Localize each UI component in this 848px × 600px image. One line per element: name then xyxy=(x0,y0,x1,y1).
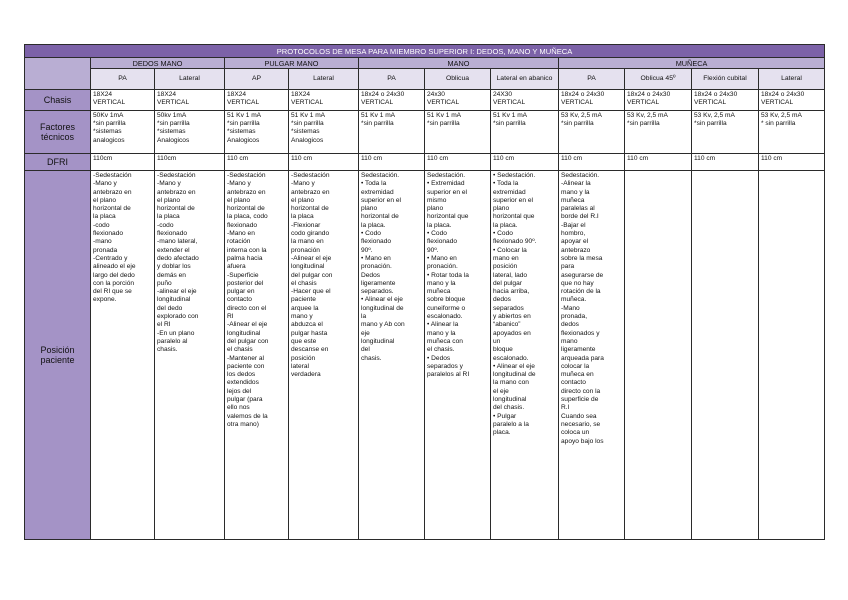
row-label-factores: Factores técnicos xyxy=(25,111,91,154)
dfri-cell: 110 cm xyxy=(759,154,825,171)
column-header: Lateral en abanico xyxy=(491,69,559,90)
posicion-cell: -Sedestación -Mano y antebrazo en el plano horizontal de la placa -codo flexionado -mano lateral, extender el dedo afectado y doblar los demás en puño -alinear el eje longitudinal del dedo explorado con el RI -En un plano paralelo al chasis. xyxy=(155,171,225,540)
factores-cell: 51 Kv 1 mA *sin parrilla xyxy=(491,111,559,154)
protocol-table xyxy=(24,44,825,540)
column-header: Lateral xyxy=(289,69,359,90)
corner-cell xyxy=(25,58,91,90)
posicion-cell: -Sedestación -Mano y antebrazo en el plano horizontal de la placa -Flexionar codo girando la mano en pronación -Alinear el eje longitudinal del pulgar con el chasis -Hacer que el paciente arquee la mano y abduzca el pulgar hasta que este descanse en posición lateral verdadera xyxy=(289,171,359,540)
chasis-cell: 18X24 VERTICAL xyxy=(155,90,225,111)
factores-cell: 51 Kv 1 mA *sin parrilla *sistemas Analogicos xyxy=(289,111,359,154)
group-header-pulgar: PULGAR MANO xyxy=(225,58,359,69)
posicion-cell xyxy=(759,171,825,540)
factores-cell: 51 Kv 1 mA *sin parrilla xyxy=(425,111,491,154)
column-header: PA xyxy=(359,69,425,90)
posicion-cell xyxy=(692,171,759,540)
group-header-muneca: MUÑECA xyxy=(559,58,825,69)
chasis-cell: 24X30 VERTICAL xyxy=(491,90,559,111)
factores-cell: 50kv 1mA *sin parrilla *sistemas Analogicos xyxy=(155,111,225,154)
row-label-dfri: DFRI xyxy=(25,154,91,171)
chasis-cell: 24x30 VERTICAL xyxy=(425,90,491,111)
dfri-cell: 110 cm xyxy=(491,154,559,171)
factores-cell: 53 Kv, 2,5 mA *sin parrilla xyxy=(692,111,759,154)
dfri-cell: 110 cm xyxy=(559,154,625,171)
posicion-cell: -Sedestación -Mano y antebrazo en el plano horizontal de la placa, codo flexionado -Mano en rotación interna con la palma hacia afuera -Superficie posterior del pulgar en contacto directo con el RI -Alinear el eje longitudinal del pulgar con el chasis -Mantener al paciente con los dedos extendidos lejos del pulgar (para ello nos valemos de la otra mano) xyxy=(225,171,289,540)
chasis-cell: 18x24 o 24x30 VERTICAL xyxy=(759,90,825,111)
column-header: Oblicua xyxy=(425,69,491,90)
table-title: PROTOCOLOS DE MESA PARA MIEMBRO SUPERIOR I: DEDOS, MANO Y MUÑECA xyxy=(25,45,825,58)
posicion-cell: Sedestación. -Alinear la mano y la muñeca paralelas al borde del R.I -Bajar el hombro, apoyar el antebrazo sobre la mesa para asegurarse de que no hay rotación de la muñeca. -Mano pronada, dedos flexionados y mano ligeramente arqueada para colocar la muñeca en contacto directo con la superficie de R.I Cuando sea necesario, se coloca un apoyo bajo los xyxy=(559,171,625,540)
group-header-mano: MANO xyxy=(359,58,559,69)
chasis-cell: 18x24 o 24x30 VERTICAL xyxy=(559,90,625,111)
chasis-cell: 18x24 o 24x30 VERTICAL xyxy=(692,90,759,111)
dfri-cell: 110 cm xyxy=(359,154,425,171)
chasis-cell: 18X24 VERTICAL xyxy=(225,90,289,111)
dfri-cell: 110 cm xyxy=(425,154,491,171)
factores-cell: 51 Kv 1 mA *sin parrilla xyxy=(359,111,425,154)
factores-cell: 50Kv 1mA *sin parrilla *sistemas analogicos xyxy=(91,111,155,154)
posicion-cell: Sedestación. • Toda la extremidad superior en el plano horizontal de la placa. • Codo flexionado 90º. • Mano en pronación. Dedos ligeramente separados. • Alinear el eje longitudinal de la mano y Ab con eje longitudinal del chasis. xyxy=(359,171,425,540)
factores-cell: 53 Kv, 2,5 mA * sin parrilla xyxy=(759,111,825,154)
dfri-cell: 110 cm xyxy=(225,154,289,171)
row-label-chasis: Chasis xyxy=(25,90,91,111)
dfri-cell: 110 cm xyxy=(289,154,359,171)
posicion-cell xyxy=(625,171,692,540)
dfri-cell: 110cm xyxy=(155,154,225,171)
table-row-dfri xyxy=(25,154,825,171)
row-label-posicion: Posición paciente xyxy=(25,171,91,540)
factores-cell: 51 Kv 1 mA *sin parrilla *sistemas Analogicos xyxy=(225,111,289,154)
column-header: Lateral xyxy=(759,69,825,90)
column-header: Flexión cubital xyxy=(692,69,759,90)
dfri-cell: 110cm xyxy=(91,154,155,171)
factores-cell: 53 Kv, 2,5 mA *sin parrilla xyxy=(625,111,692,154)
column-header: PA xyxy=(91,69,155,90)
column-header: Oblicua 45º xyxy=(625,69,692,90)
chasis-cell: 18X24 VERTICAL xyxy=(91,90,155,111)
chasis-cell: 18x24 o 24x30 VERTICAL xyxy=(359,90,425,111)
column-header: Lateral xyxy=(155,69,225,90)
table-row-chasis xyxy=(25,90,825,111)
posicion-cell: Sedestación. • Extremidad superior en el mismo plano horizontal que la placa. • Codo flexionado 90º. • Mano en pronación. • Rotar toda la mano y la muñeca sobre bloque cuneiforme o escalonado. • Alinear la mano y la muñeca con el chasis. • Dedos separados y paralelos al RI xyxy=(425,171,491,540)
group-header-dedos: DEDOS MANO xyxy=(91,58,225,69)
table-row-posicion xyxy=(25,171,825,540)
chasis-cell: 18x24 o 24x30 VERTICAL xyxy=(625,90,692,111)
chasis-cell: 18X24 VERTICAL xyxy=(289,90,359,111)
dfri-cell: 110 cm xyxy=(692,154,759,171)
table-row-factores xyxy=(25,111,825,154)
column-header: AP xyxy=(225,69,289,90)
posicion-cell: • Sedestación. • Toda la extremidad superior en el plano horizontal que la placa. • Codo flexionado 90º. • Colocar la mano en posición lateral, lado del pulgar hacia arriba, dedos separados y abiertos en “abanico” apoyados en un bloque escalonado. • Alinear el eje longitudinal de la mano con el eje longitudinal del chasis. • Pulgar paralelo a la placa. xyxy=(491,171,559,540)
column-header: PA xyxy=(559,69,625,90)
factores-cell: 53 Kv, 2,5 mA *sin parrilla xyxy=(559,111,625,154)
posicion-cell: -Sedestación -Mano y antebrazo en el plano horizontal de la placa -codo flexionado -mano pronada -Centrado y alineado el eje largo del dedo con la porción del RI que se expone. xyxy=(91,171,155,540)
dfri-cell: 110 cm xyxy=(625,154,692,171)
